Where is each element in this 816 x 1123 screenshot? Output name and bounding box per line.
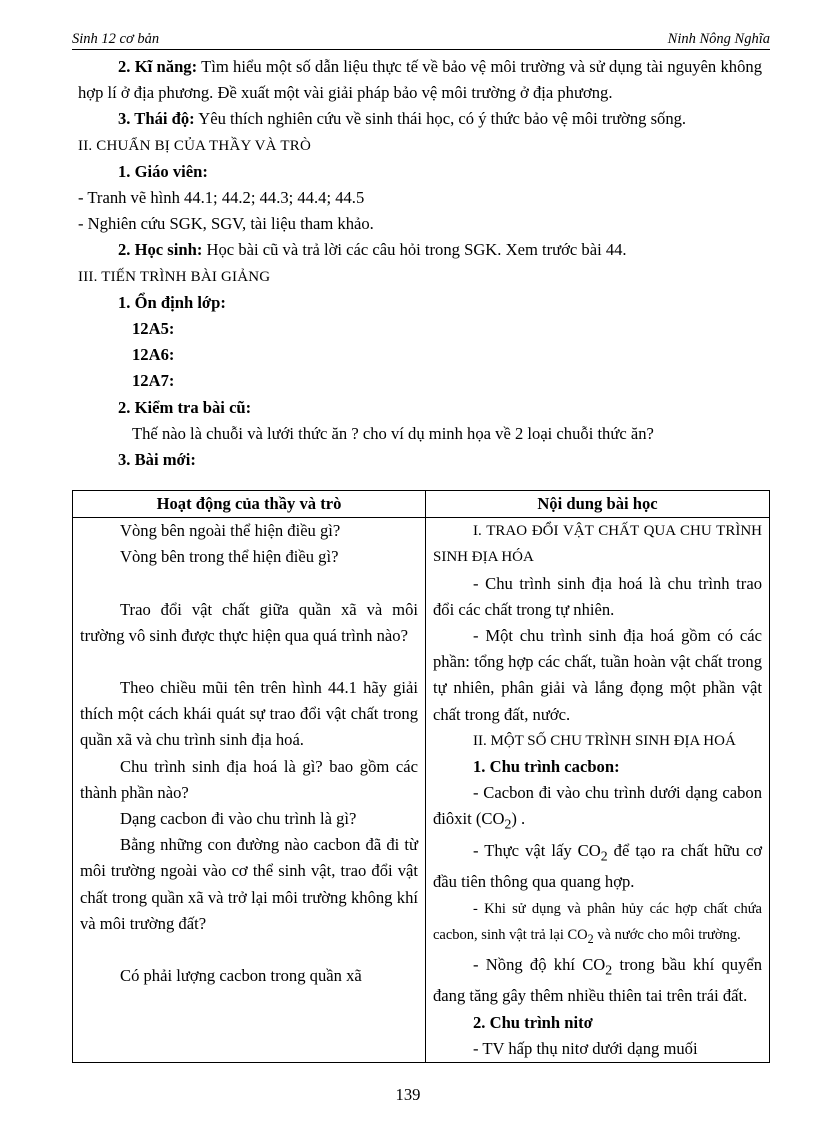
question: Theo chiều mũi tên trên hình 44.1 hãy giải thích một cách khái quát sự trao đổi vật chất trong quần xã và chu trình sinh địa hoá.	[80, 678, 418, 750]
carbon-point: - Khi sử dụng và phân hủy các hợp chất chứa cacbon, sinh vật trả lại $CO_2$ và nước cho môi trường.	[433, 900, 762, 946]
skill-text: Tìm hiểu một số dẫn liệu thực tế về bảo vệ môi trường và sử dụng tài nguyên không hợp lí ở địa phương. Đề xuất một vài giải pháp bảo vệ môi trường ở địa phương.	[78, 57, 762, 103]
student-text: Học bài cũ và trả lời các câu hỏi trong SGK. Xem trước bài 44.	[202, 240, 627, 260]
content-cell	[426, 518, 770, 1063]
nitrogen-point: - TV hấp thụ nitơ dưới dạng muối	[473, 1038, 698, 1058]
new-lesson-heading	[78, 447, 762, 473]
stabilize-label: 1. Ổn định lớp:	[118, 292, 226, 312]
content-paragraph: - Chu trình sinh địa hoá là chu trình trao đổi các chất trong tự nhiên.	[433, 573, 762, 619]
teacher-label: 1. Giáo viên:	[118, 161, 208, 181]
attitude-label: 3. Thái độ:	[118, 109, 195, 129]
stabilize-heading	[78, 290, 762, 316]
class-item: 12A6:	[132, 345, 175, 365]
header-author: Ninh Nông Nghĩa	[667, 31, 770, 47]
carbon-point: - Nồng độ khí $CO_2$ trong bầu khí quyển đang tăng gây thêm nhiều thiên tai trên trái đất.	[433, 954, 763, 1006]
table-header-row	[73, 491, 770, 518]
teacher-heading	[78, 159, 762, 185]
question: Vòng bên trong thể hiện điều gì?	[120, 547, 339, 567]
content-paragraph: - Một chu trình sinh địa hoá gồm có các phần: tổng hợp các chất, tuần hoàn vật chất trong tự nhiên, phân giải và lắng đọng một phần vật chất trong đất, nước.	[433, 626, 762, 724]
page-header	[72, 31, 770, 50]
student-label: 2. Học sinh:	[118, 240, 203, 260]
skill-label: 2. Kĩ năng:	[118, 57, 198, 76]
teacher-item: - Nghiên cứu SGK, SGV, tài liệu tham khảo.	[78, 214, 374, 234]
class-item: 12A5:	[132, 319, 175, 339]
skill-paragraph	[78, 54, 762, 106]
table-header-content: Nội dung bài học	[426, 491, 770, 518]
attitude-text: Yêu thích nghiên cứu về sinh thái học, có ý thức bảo vệ môi trường sống.	[194, 109, 687, 129]
carbon-point: - Cacbon đi vào chu trình dưới dạng cabon điôxit $(CO_2)$ .	[433, 783, 762, 832]
question: Có phải lượng cacbon trong quần xã	[120, 966, 362, 986]
review-heading	[78, 395, 762, 421]
student-paragraph	[78, 237, 762, 263]
document-body	[78, 54, 762, 473]
table-row	[73, 518, 770, 1063]
lesson-table	[72, 490, 770, 1063]
header-subject: Sinh 12 cơ bản	[72, 31, 160, 47]
question: Vòng bên ngoài thể hiện điều gì?	[120, 521, 341, 541]
attitude-paragraph	[78, 106, 762, 132]
question: Trao đổi vật chất giữa quần xã và môi trường vô sinh được thực hiện qua quá trình nào?	[80, 599, 418, 645]
review-question: Thế nào là chuỗi và lưới thức ăn ? cho ví dụ minh họa về 2 loại chuỗi thức ăn?	[132, 423, 654, 443]
section-heading-3: III. TIẾN TRÌNH BÀI GIẢNG	[78, 268, 271, 285]
nitrogen-heading: 2. Chu trình nitơ	[473, 1012, 593, 1032]
review-label: 2. Kiểm tra bài cũ:	[118, 397, 252, 417]
activities-cell	[73, 518, 426, 1063]
carbon-point: - Thực vật lấy $CO_2$ để tạo ra chất hữu cơ đầu tiên thông qua quang hợp.	[433, 840, 762, 892]
teacher-item: - Tranh vẽ hình 44.1; 44.2; 44.3; 44.4; 44.5	[78, 188, 365, 208]
question: Bằng những con đường nào cacbon đã đi từ môi trường ngoài vào cơ thể sinh vật, trao đổi vật chất trong quần xã và trở lại môi trường không khí và môi trường đất?	[80, 835, 418, 933]
page-number: 139	[395, 1085, 421, 1104]
class-item: 12A7:	[132, 371, 175, 391]
table-header-activities: Hoạt động của thầy và trò	[73, 491, 426, 518]
content-heading-2: II. MỘT SỐ CHU TRÌNH SINH ĐỊA HOÁ	[473, 732, 736, 749]
carbon-heading: 1. Chu trình cacbon:	[473, 757, 620, 777]
question: Chu trình sinh địa hoá là gì? bao gồm các thành phần nào?	[80, 756, 418, 802]
question: Dạng cacbon đi vào chu trình là gì?	[120, 809, 357, 829]
content-heading-1: I. TRAO ĐỔI VẬT CHẤT QUA CHU TRÌNH SINH ĐỊA HÓA	[433, 523, 762, 566]
section-heading-2: II. CHUẨN BỊ CỦA THẦY VÀ TRÒ	[78, 137, 311, 154]
new-lesson-label: 3. Bài mới:	[118, 450, 196, 470]
